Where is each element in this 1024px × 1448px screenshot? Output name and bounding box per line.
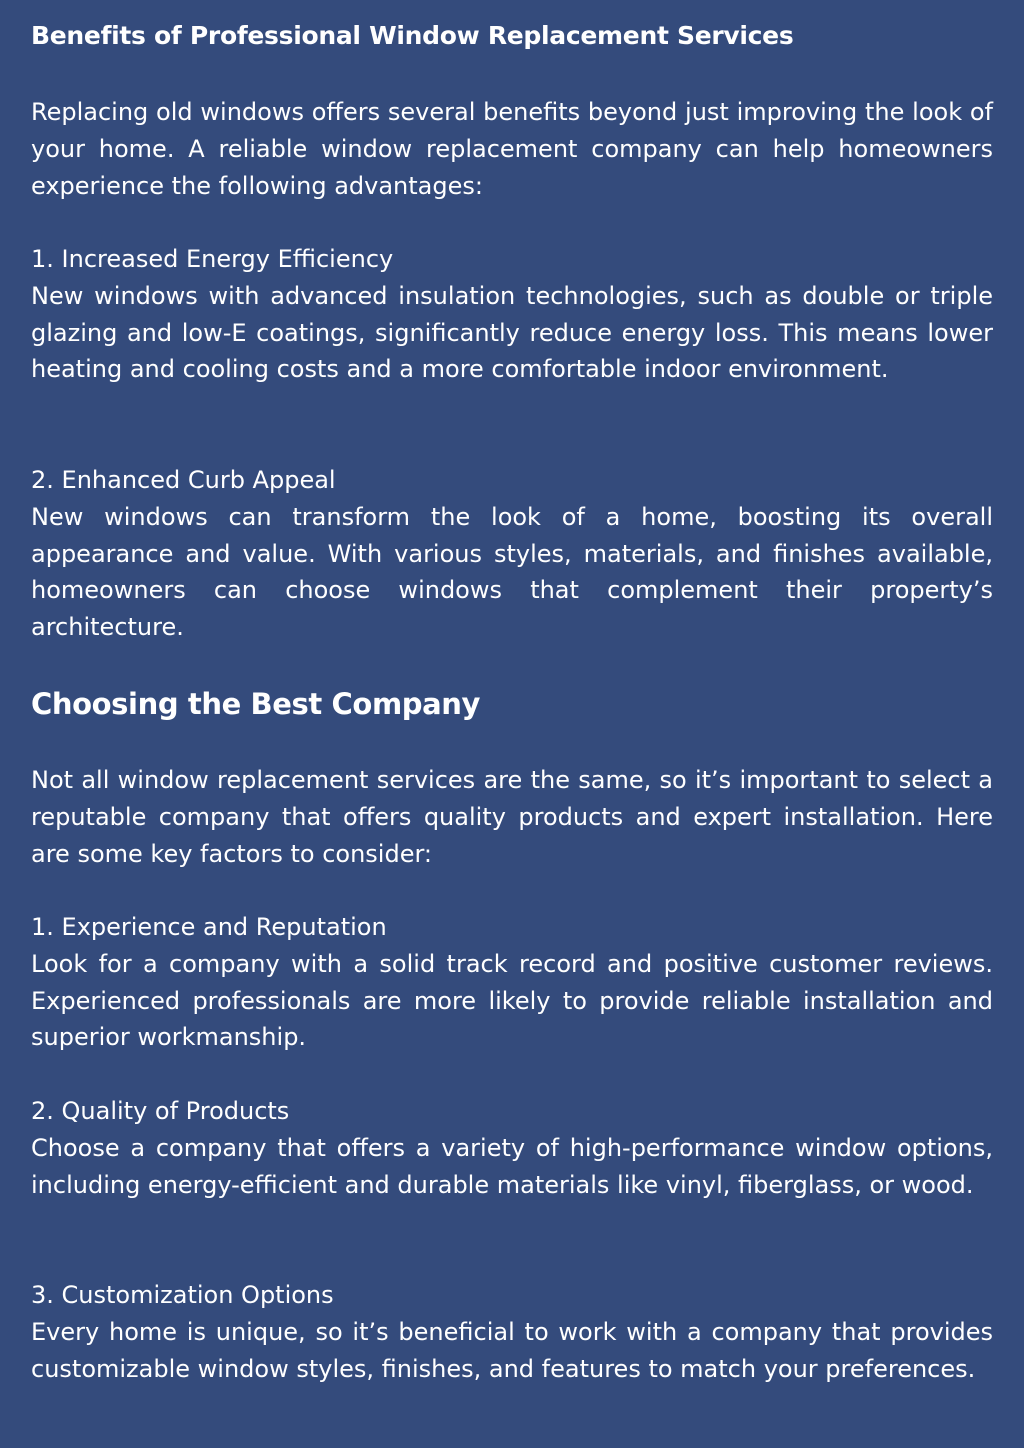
benefit-energy-efficiency	[31, 241, 993, 388]
benefit-heading: 1. Increased Energy Efficiency	[31, 245, 394, 273]
benefit-body: New windows with advanced insulation technologies, such as double or triple glazing and low-E coatings, significantly reduce energy loss. This means lower heating and cooling costs and a more comfortable indoor environment.	[31, 281, 993, 384]
factor-body: Look for a company with a solid track record and positive customer reviews. Experienced professionals are more likely to provide reliable installation and superior workmanship.	[31, 949, 993, 1052]
benefit-curb-appeal	[31, 462, 993, 646]
intro-paragraph: Replacing old windows offers several benefits beyond just improving the look of your home. A reliable window replacement company can help homeowners experience the following advantages:	[31, 98, 993, 200]
factor-quality	[31, 1093, 993, 1203]
page-title: Benefits of Professional Window Replacement Services	[31, 21, 794, 50]
factor-customization	[31, 1277, 993, 1387]
factor-body: Choose a company that offers a variety of high-performance window options, including energy-efficient and durable materials like vinyl, fiberglass, or wood.	[31, 1133, 993, 1199]
benefit-heading: 2. Enhanced Curb Appeal	[31, 466, 336, 494]
factor-heading: 1. Experience and Reputation	[31, 913, 387, 941]
factor-experience	[31, 909, 993, 1056]
section-heading: Choosing the Best Company	[31, 687, 481, 721]
factor-heading: 2. Quality of Products	[31, 1097, 290, 1125]
factor-body: Every home is unique, so it’s beneficial to work with a company that provides customizable window styles, finishes, and features to match your preferences.	[31, 1317, 993, 1383]
factor-heading: 3. Customization Options	[31, 1281, 334, 1309]
section-intro-paragraph: Not all window replacement services are the same, so it’s important to select a reputable company that offers quality products and expert installation. Here are some key factors to consider:	[31, 766, 993, 868]
benefit-body: New windows can transform the look of a home, boosting its overall appearance and value. With various styles, materials, and finishes available, homeowners can choose windows that complement their property’s architecture.	[31, 502, 993, 642]
